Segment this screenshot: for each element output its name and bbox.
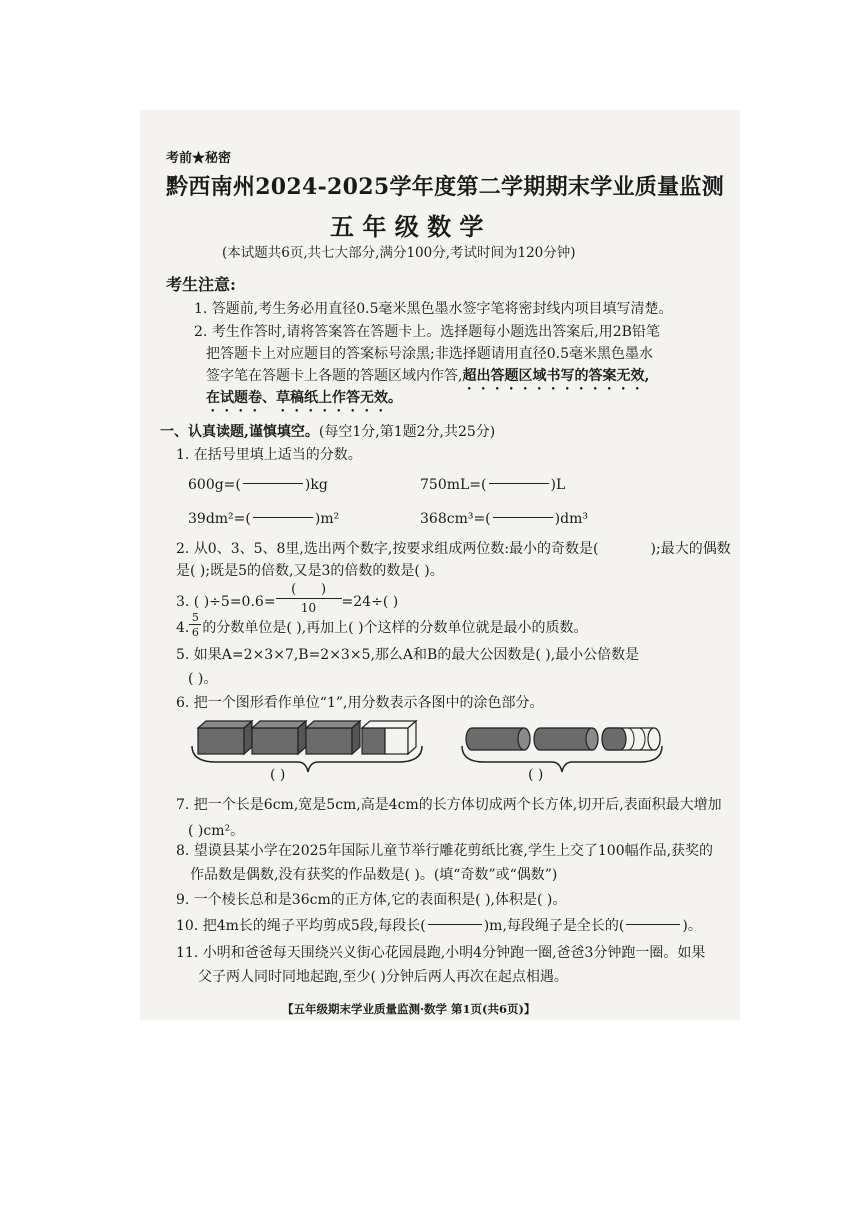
invalid-draft-warning: 在试题卷、草稿纸上作答无效。 [206, 390, 402, 406]
shaded-cylinders-figure [458, 718, 668, 776]
answer-blank[interactable] [253, 517, 313, 518]
question-11-line-1: 11. 小明和爸爸每天围绕兴义街心花园晨跑,小明4分钟跑一圈,爸爸3分钟跑一圈。如果 [176, 945, 706, 961]
question-1: 1. 在括号里填上适当的分数。 [176, 447, 362, 463]
question-7-line-2: ( )cm²。 [188, 823, 245, 839]
question-2-line-1: 2. 从0、3、5、8里,选出两个数字,按要求组成两位数:最小的奇数是( );最大的偶数 [176, 541, 731, 557]
answer-blank[interactable] [626, 924, 680, 925]
question-5-line-2: ( )。 [188, 671, 218, 687]
q1c: 39dm²=( )m² [188, 511, 340, 527]
page-footer: 【五年级期末学业质量监测·数学 第1页(共6页)】 [282, 1002, 536, 1016]
answer-blank[interactable] [489, 483, 549, 484]
question-7-line-1: 7. 把一个长是6cm,宽是5cm,高是4cm的长方体切成两个长方体,切开后,表面积最大增加 [176, 797, 722, 813]
shaded-cuboids-figure [186, 716, 426, 776]
answer-blank[interactable] [428, 924, 482, 925]
section-1-heading: 一、认真读题,谨慎填空。(每空1分,第1题2分,共25分) [160, 424, 496, 440]
subject-title: 五 年 级 数 学 [330, 212, 484, 241]
question-8-line-2: 作品数是偶数,没有获奖的作品数是( )。(填“奇数”或“偶数”) [190, 867, 558, 883]
answer-blank[interactable] [243, 483, 303, 484]
notice-item-2-line-3: 签字笔在答题卡上各题的答题区域内作答,超出答题区域书写的答案无效, [206, 368, 650, 384]
q1a: 600g=( )kg [188, 477, 328, 493]
q6-left-blank[interactable]: ( ) [270, 767, 286, 783]
notice-item-1: 1. 答题前,考生务必用直径0.5毫米黑色墨水签字笔将密封线内项目填写清楚。 [194, 301, 673, 317]
question-6: 6. 把一个图形看作单位“1”,用分数表示各图中的涂色部分。 [176, 695, 544, 711]
question-3: 3. ( )÷5=0.6= ( ) 10 =24÷( ) [176, 582, 399, 615]
answer-blank[interactable] [493, 517, 553, 518]
secret-label: 考前★秘密 [166, 151, 232, 166]
q6-right-blank[interactable]: ( ) [528, 767, 544, 783]
question-10: 10. 把4m长的绳子平均剪成5段,每段长( )m,每段绳子是全长的( )。 [176, 918, 702, 934]
invalid-answer-warning: 超出答题区域书写的答案无效, [462, 368, 650, 384]
question-4: 4. $\frac{5}{6}$ 的分数单位是( ),再加上( )个这样的分数单位就是最小的质数。 [176, 611, 588, 639]
question-9: 9. 一个棱长总和是36cm的正方体,它的表面积是( ),体积是( )。 [176, 892, 567, 908]
exam-info: (本试题共6页,共七大部分,满分100分,考试时间为120分钟) [222, 245, 576, 261]
exam-title: 黔西南州2024-2025学年度第二学期期末学业质量监测 [166, 174, 724, 200]
notice-item-2-line-1: 2. 考生作答时,请将答案答在答题卡上。选择题每小题选出答案后,用2B铅笔 [194, 324, 660, 340]
notice-heading: 考生注意: [166, 275, 236, 294]
question-8-line-1: 8. 望谟县某小学在2025年国际儿童节举行雕花剪纸比赛,学生上交了100幅作品,获奖的 [176, 843, 714, 859]
q1d: 368cm³=( )dm³ [420, 511, 588, 527]
question-2-line-2: 是( );既是5的倍数,又是3的倍数的数是( )。 [176, 563, 444, 579]
question-5-line-1: 5. 如果A=2×3×7,B=2×3×5,那么A和B的最大公因数是( ),最小公倍数是 [176, 647, 640, 663]
notice-item-2-line-2: 把答题卡上对应题目的答案标号涂黑;非选择题请用直径0.5毫米黑色墨水 [206, 346, 653, 362]
q1b: 750mL=( )L [420, 477, 566, 493]
question-11-line-2: 父子两人同时同地起跑,至少( )分钟后两人再次在起点相遇。 [198, 969, 568, 985]
